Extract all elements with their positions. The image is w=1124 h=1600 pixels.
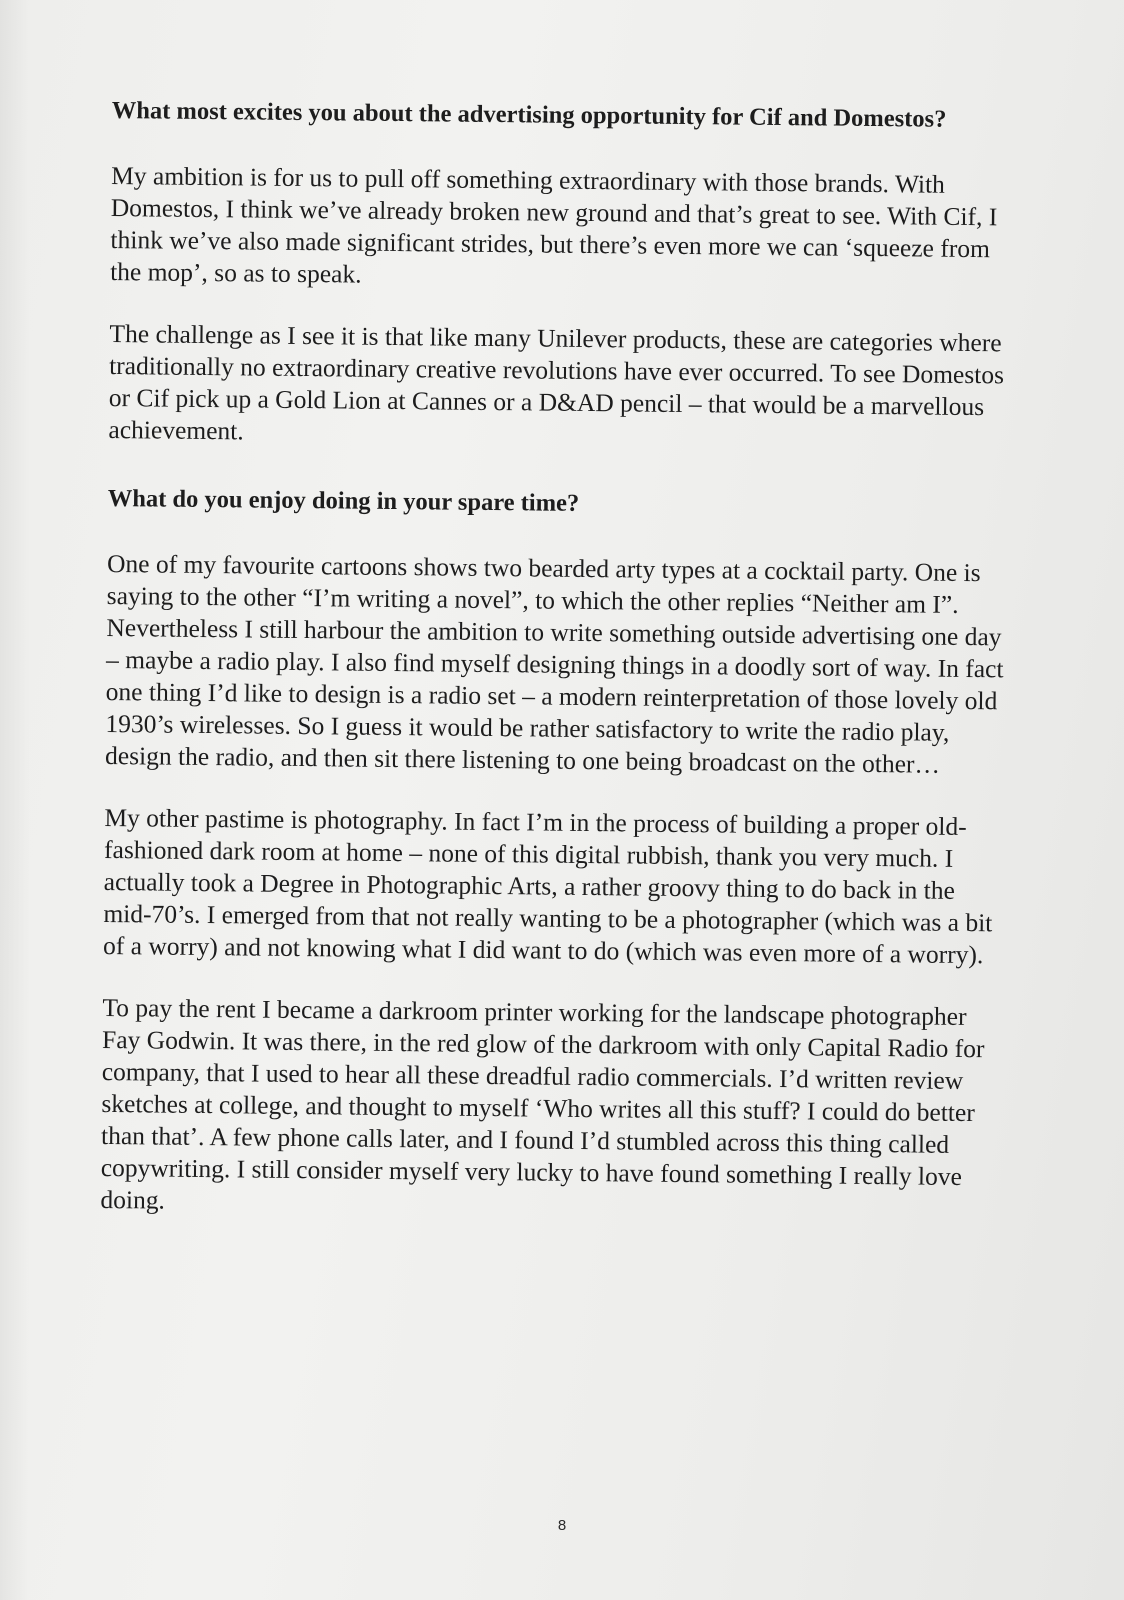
question-heading-1: What most excites you about the advertising opportunity for Cif and Domestos? xyxy=(111,96,947,133)
page-number: 8 xyxy=(557,1517,567,1534)
answer-paragraph-1: My ambition is for us to pull off something extraordinary with those brands. With Domestos, I think we’ve already broken new ground and that’s great to see. With Cif, I think we’ve also made significant strides, but there’s even more we can ‘squeeze from the mop’, so as to speak. xyxy=(110,160,998,289)
answer-paragraph-4: My other pastime is photography. In fact I’m in the process of building a proper old-fashioned dark room at home – none of this digital rubbish, thank you very much. I actually took a Degree in Photographic Arts, a rather groovy thing to do back in the mid-70’s. I emerged from that not really wanting to be a photographer (which was a bit of a worry) and not knowing what I did want to do (which was even more of a worry). xyxy=(102,802,993,970)
page-shadow xyxy=(0,0,30,1600)
answer-paragraph-2: The challenge as I see it is that like many Unilever products, these are categories where traditionally no extraordinary creative revolutions have ever occurred. To see Domestos or Cif pick up a Gold Lion at Cannes or a D&AD pencil – that would be a marvellous achievement. xyxy=(108,318,1005,446)
page-content xyxy=(100,96,1012,1225)
answer-paragraph-3: One of my favourite cartoons shows two bearded arty types at a cocktail party. One is saying to the other “I’m writing a novel”, to which the other replies “Neither am I”. Nevertheless I still harbour the ambition to write something outside advertising one day – maybe a radio play. I also find myself designing things in a doodly sort of way. In fact one thing I’d like to design is a radio set – a modern reinterpretation of those lovely old 1930’s wirelesses. So I guess it would be rather satisfactory to write the radio play, design the radio, and then sit there listening to one being broadcast on the other… xyxy=(104,548,1004,779)
question-heading-2: What do you enjoy doing in your spare time? xyxy=(107,484,580,517)
answer-paragraph-5: To pay the rent I became a darkroom printer working for the landscape photographer Fay Godwin. It was there, in the red glow of the darkroom with only Capital Radio for company, that I used to hear all these dreadful radio commercials. I’d written review sketches at college, and thought to myself ‘Who writes all this stuff? I could do better than that’. A few phone calls later, and I found I’d stumbled across this thing called copywriting. I still consider myself very lucky to have found something I really love doing. xyxy=(100,992,985,1215)
